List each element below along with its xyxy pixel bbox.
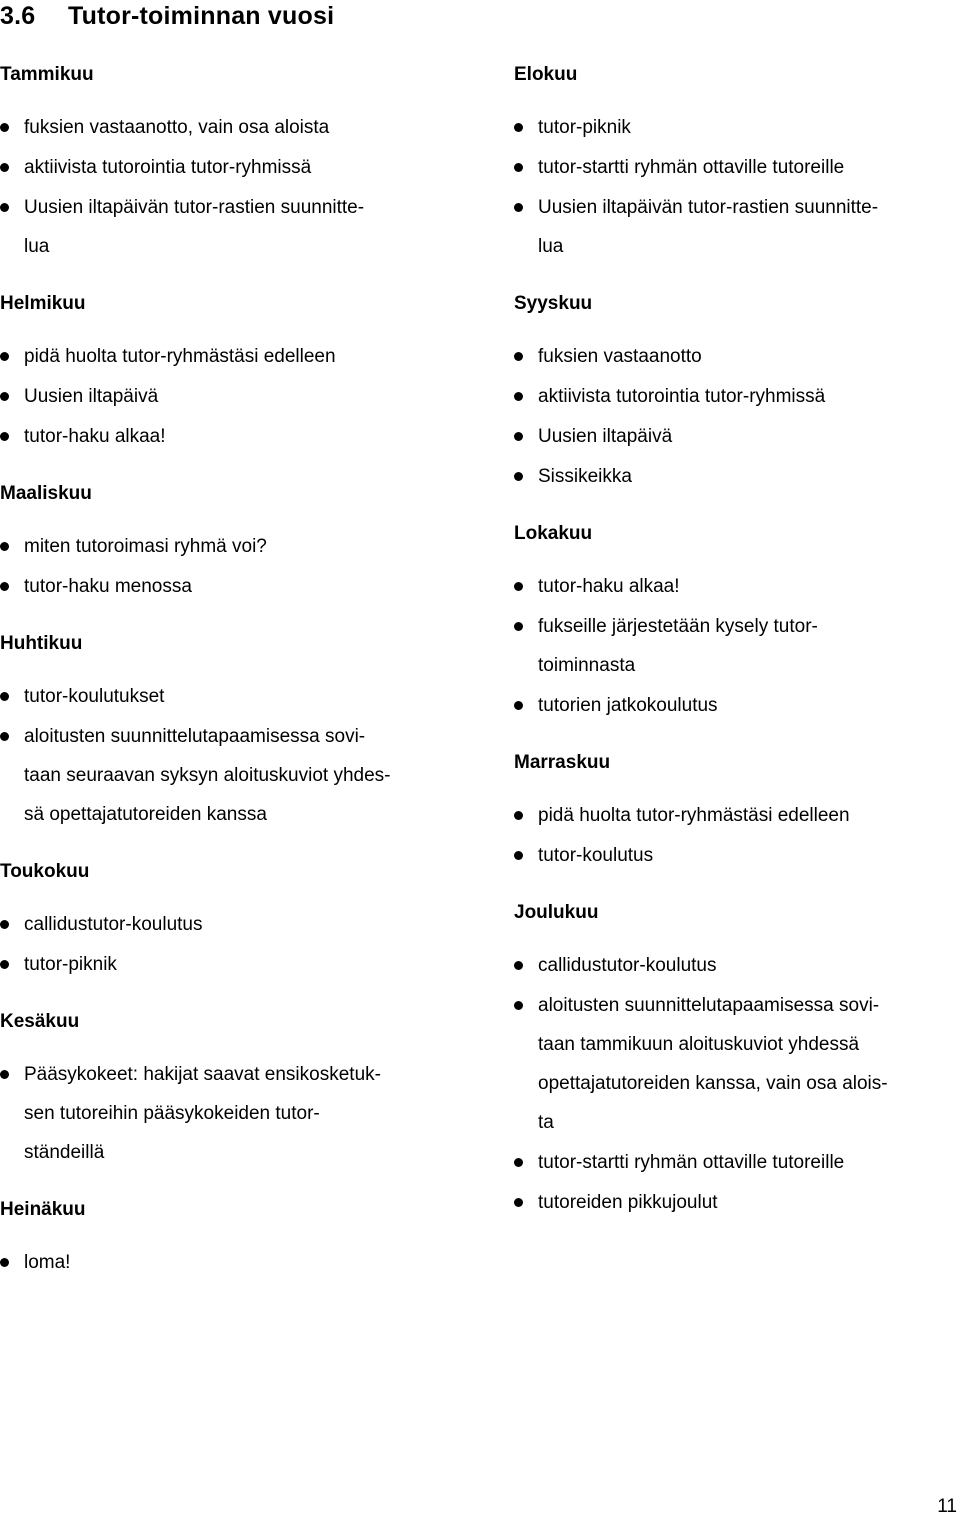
list-item — [514, 417, 960, 456]
list-item-text: tutor-koulutus — [538, 845, 654, 866]
list-item-text: callidustutor-koulutus — [538, 955, 717, 976]
list-item — [0, 905, 470, 944]
month-item-list — [0, 337, 470, 456]
month-item-list — [0, 1243, 470, 1282]
list-item-text: ständeillä — [24, 1142, 105, 1163]
list-item-text: fukseille järjestetään kysely tutor- — [538, 616, 818, 637]
list-item-text: taan tammikuun aloituskuviot yhdessä — [538, 1034, 860, 1055]
bullet-icon — [0, 732, 9, 741]
list-item — [0, 108, 470, 147]
list-item — [0, 527, 470, 566]
list-item-text: Uusien iltapäivän tutor-rastien suunnitte- — [24, 197, 365, 218]
list-item-text: Uusien iltapäivän tutor-rastien suunnitte- — [538, 197, 879, 218]
bullet-icon — [0, 1258, 9, 1267]
list-item — [0, 1055, 470, 1172]
list-item-text: tutor-startti ryhmän ottaville tutoreille — [538, 1152, 845, 1173]
month-heading: Tammikuu — [0, 64, 94, 85]
list-item-text: tutor-koulutukset — [24, 686, 165, 707]
month-heading: Marraskuu — [514, 752, 611, 773]
list-item-text: tutor-haku menossa — [24, 576, 192, 597]
bullet-icon — [514, 851, 523, 860]
section-title: Tutor-toiminnan vuosi — [68, 2, 335, 30]
list-item-text: aloitusten suunnittelutapaamisessa sovi- — [538, 995, 880, 1016]
list-item — [0, 417, 470, 456]
list-item — [514, 946, 960, 985]
list-item — [514, 567, 960, 606]
bullet-icon — [0, 392, 9, 401]
bullet-icon — [514, 392, 523, 401]
bullet-icon — [0, 203, 9, 212]
list-item — [0, 337, 470, 376]
right-column — [514, 60, 960, 1245]
bullet-icon — [0, 163, 9, 172]
list-item — [0, 148, 470, 187]
month-item-list — [514, 108, 960, 266]
month-item-list — [0, 1055, 470, 1172]
list-item-text: opettajatutoreiden kanssa, vain osa alois- — [538, 1073, 888, 1094]
list-item-text: toiminnasta — [538, 655, 636, 676]
month-heading: Kesäkuu — [0, 1011, 80, 1032]
list-item-text: sä opettajatutoreiden kanssa — [24, 804, 267, 825]
list-item-text: fuksien vastaanotto — [538, 346, 702, 367]
list-item — [0, 677, 470, 716]
bullet-icon — [514, 203, 523, 212]
month-item-list — [514, 796, 960, 875]
list-item-text: aloitusten suunnittelutapaamisessa sovi- — [24, 726, 366, 747]
list-item — [514, 1183, 960, 1222]
bullet-icon — [0, 352, 9, 361]
month-heading: Syyskuu — [514, 293, 593, 314]
list-item-text: tutor-startti ryhmän ottaville tutoreille — [538, 157, 845, 178]
month-heading: Huhtikuu — [0, 633, 83, 654]
bullet-icon — [0, 960, 9, 969]
list-item — [514, 686, 960, 725]
list-item — [514, 1143, 960, 1182]
month-heading: Joulukuu — [514, 902, 599, 923]
bullet-icon — [0, 692, 9, 701]
section-heading — [0, 2, 334, 31]
bullet-icon — [514, 1158, 523, 1167]
month-item-list — [514, 946, 960, 1222]
month-item-list — [0, 905, 470, 984]
list-item-text: tutor-piknik — [538, 117, 631, 138]
list-item-text: taan seuraavan syksyn aloituskuviot yhdes- — [24, 765, 391, 786]
bullet-icon — [514, 472, 523, 481]
list-item — [514, 607, 960, 685]
bullet-icon — [514, 582, 523, 591]
bullet-icon — [0, 582, 9, 591]
month-heading: Maaliskuu — [0, 483, 92, 504]
bullet-icon — [514, 432, 523, 441]
month-heading: Heinäkuu — [0, 1199, 86, 1220]
month-heading: Elokuu — [514, 64, 578, 85]
list-item — [514, 108, 960, 147]
list-item-text: Uusien iltapäivä — [538, 426, 673, 447]
page-number: 11 — [937, 1496, 957, 1517]
list-item — [514, 836, 960, 875]
month-heading: Helmikuu — [0, 293, 86, 314]
list-item-text: tutor-haku alkaa! — [538, 576, 680, 597]
month-heading: Lokakuu — [514, 523, 593, 544]
list-item — [0, 717, 470, 834]
list-item — [514, 188, 960, 266]
list-item — [514, 986, 960, 1142]
bullet-icon — [514, 622, 523, 631]
bullet-icon — [0, 920, 9, 929]
bullet-icon — [0, 1070, 9, 1079]
list-item-text: aktiivista tutorointia tutor-ryhmissä — [24, 157, 312, 178]
month-item-list — [0, 108, 470, 266]
list-item-text: aktiivista tutorointia tutor-ryhmissä — [538, 386, 826, 407]
list-item-text: miten tutoroimasi ryhmä voi? — [24, 536, 267, 557]
month-heading: Toukokuu — [0, 861, 90, 882]
bullet-icon — [514, 163, 523, 172]
bullet-icon — [0, 432, 9, 441]
month-item-list — [0, 677, 470, 834]
month-item-list — [0, 527, 470, 606]
list-item-text: tutor-haku alkaa! — [24, 426, 166, 447]
list-item-text: tutor-piknik — [24, 954, 117, 975]
list-item-text: pidä huolta tutor-ryhmästäsi edelleen — [24, 346, 336, 367]
list-item — [514, 377, 960, 416]
list-item — [0, 945, 470, 984]
list-item-text: tutoreiden pikkujoulut — [538, 1192, 718, 1213]
list-item-text: sen tutoreihin pääsykokeiden tutor- — [24, 1103, 320, 1124]
list-item-text: lua — [538, 236, 564, 257]
bullet-icon — [514, 961, 523, 970]
bullet-icon — [514, 1001, 523, 1010]
list-item-text: Uusien iltapäivä — [24, 386, 159, 407]
list-item — [0, 188, 470, 266]
list-item-text: Sissikeikka — [538, 466, 632, 487]
list-item — [514, 337, 960, 376]
bullet-icon — [514, 352, 523, 361]
list-item-text: lua — [24, 236, 50, 257]
bullet-icon — [0, 542, 9, 551]
bullet-icon — [514, 1198, 523, 1207]
bullet-icon — [514, 701, 523, 710]
list-item-text: loma! — [24, 1252, 71, 1273]
list-item-text: fuksien vastaanotto, vain osa aloista — [24, 117, 330, 138]
list-item-text: ta — [538, 1112, 554, 1133]
list-item-text: callidustutor-koulutus — [24, 914, 203, 935]
list-item — [0, 1243, 470, 1282]
list-item — [514, 796, 960, 835]
bullet-icon — [514, 811, 523, 820]
list-item-text: pidä huolta tutor-ryhmästäsi edelleen — [538, 805, 850, 826]
section-number: 3.6 — [0, 2, 36, 30]
list-item-text: Pääsykokeet: hakijat saavat ensikosketuk- — [24, 1064, 381, 1085]
month-item-list — [514, 337, 960, 496]
list-item — [0, 377, 470, 416]
list-item — [0, 567, 470, 606]
list-item — [514, 148, 960, 187]
left-column — [0, 60, 470, 1305]
list-item-text: tutorien jatkokoulutus — [538, 695, 718, 716]
bullet-icon — [0, 123, 9, 132]
list-item — [514, 457, 960, 496]
bullet-icon — [514, 123, 523, 132]
month-item-list — [514, 567, 960, 725]
